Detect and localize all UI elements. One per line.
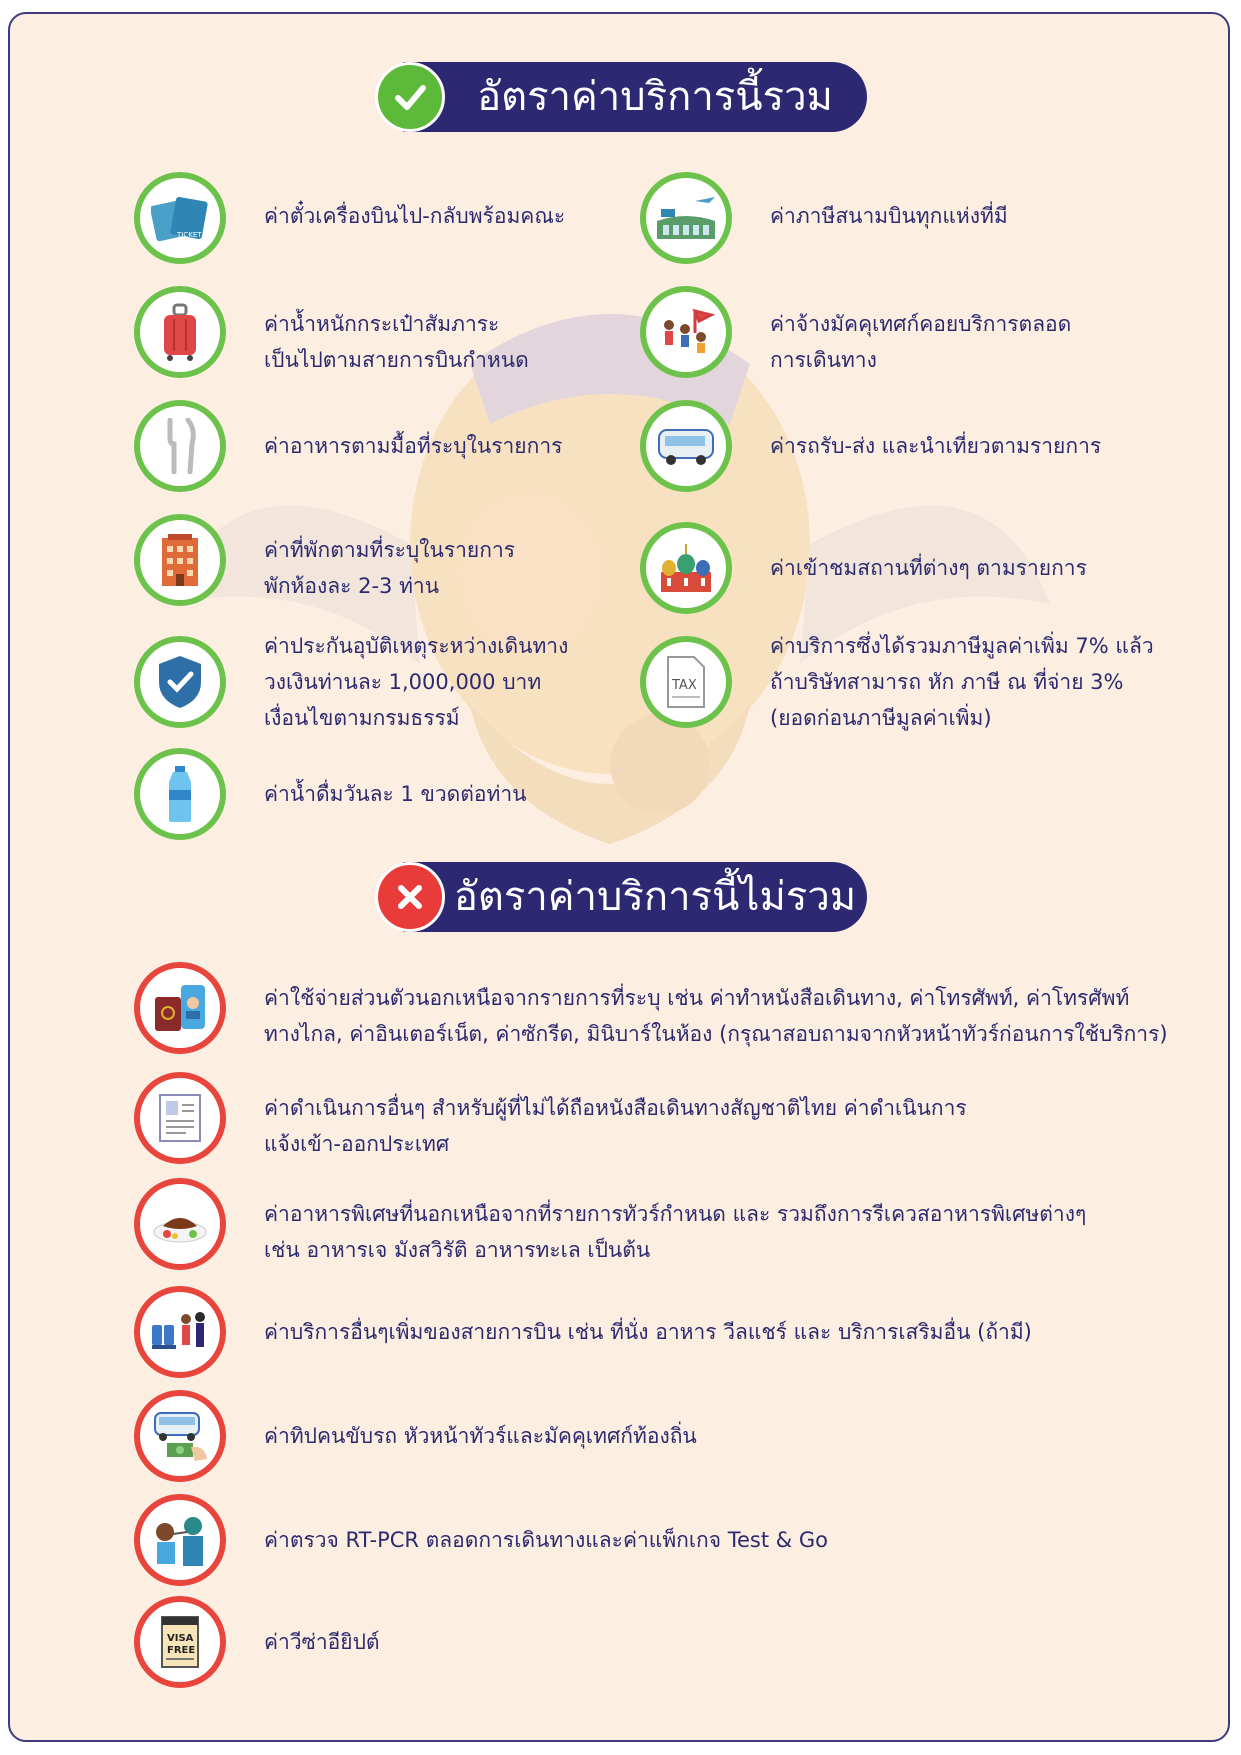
tax-icon (640, 636, 732, 728)
fork-knife-icon (134, 400, 226, 492)
pcr-test-icon (134, 1494, 226, 1586)
tip-icon (134, 1390, 226, 1482)
tour-guide-icon (640, 286, 732, 378)
water-bottle-icon (134, 748, 226, 840)
airport-icon (640, 172, 732, 264)
special-meal-icon (134, 1178, 226, 1270)
svg-text:TAX: TAX (672, 678, 697, 693)
svg-text:FREE: FREE (167, 1645, 196, 1656)
excluded-title: อัตราค่าบริการนี้ไม่รวม (403, 862, 867, 932)
luggage-icon (134, 286, 226, 378)
landmark-icon (640, 522, 732, 614)
airline-service-icon (134, 1286, 226, 1378)
document-icon (134, 1072, 226, 1164)
shield-icon (134, 636, 226, 728)
bus-icon (640, 400, 732, 492)
svg-text:TICKET: TICKET (177, 231, 202, 239)
excluded-header (375, 860, 869, 934)
included-text: ค่าตั๋วเครื่องบินไป-กลับพร้อมคณะ (264, 204, 566, 228)
svg-text:VISA: VISA (167, 1633, 194, 1644)
info-card: อัตราค่าบริการนี้รวม TICKET ค่าตั๋วเครื่องบินไป-กลับพร้อมคณะ ค่าภาษีสนามบินทุกแห่งที่มี ค่าน้ำหนักกระเป๋าสัมภาระ เป็นไปตามสายการบินกำหนด ค่าจ้างมัคคุเทศก์คอยบริการตลอด การเดินทาง ค่าอาหารตามมื้อที่ระบุในรายการ ค่ารถรับ-ส่ง และนำเที่ยวตามรายการ ค่าที่พักตามที่ระบุในรายการ พักห้องละ 2-3 ท่าน ค่าเข้าชมสถานที่ต่างๆ ตามรายการ ค่าประกันอุบัติเหตุระหว่างเดินทาง วงเงินท่านละ 1,000,000 บาท เงื่อนไขตามกรมธรรม์ TAX ค่าบริการซึ่งได้รวมภาษีมูลค่าเพิ่ม 7% แล้ว ถ้าบริษัทสามารถ หัก ภาษี ณ ที่จ่าย 3% (ยอดก่อนภาษีมูลค่าเพิ่ม) ค่าน้ำดื่มวันละ 1 ขวดต่อท่าน อัตราค่าบริการนี้ไม่รวม ค่าใช้จ่ายส่วนตัวนอกเหนือจากรายการที่ระบุ เช่น ค่าทำหนังสือเดินทาง, ค่าโทรศัพท์, ค่าโทรศัพท์ ทางไกล, ค่าอินเตอร์เน็ต, ค่าซักรีด, มินิบาร์ในห้อง (กรุณาสอบถามจากหัวหน้าทัวร์ก่อนการใช้บริการ) ค่าดำเนินการอื่นๆ สำหรับผู้ที่ไม่ได้ถือหนังสือเดินทางสัญชาติไทย ค่าดำเนินการ แจ้งเข้า-ออกประเทศ ค่าอาหารพิเศษที่นอกเหนือจากที่รายการทัวร์กำหนด และ รวมถึงการรีเควสอาหารพิเศษต่างๆ เช่น อาหารเจ มังสวิรัติ อาหารทะเล เป็นต้น ค่าบริการอื่นๆเพิ่มของสายการบิน เช่น ที่นั่ง อาหาร วีลแชร์ และ บริการเสริมอื่น (ถ้ามี) ค่าทิปคนขับรถ หัวหน้าทัวร์และมัคคุเทศก์ท้องถิ่น ค่าตรวจ RT-PCR ตลอดการเดินทางและค่าแพ็กเกจ Test & Go VISA FREE ค่าวีซ่าอียิปต์ (8, 12, 1230, 1742)
passport-phone-icon (134, 962, 226, 1054)
check-icon (375, 62, 445, 132)
included-header (375, 60, 869, 134)
visa-icon (134, 1596, 226, 1688)
ticket-icon (134, 172, 226, 264)
close-icon (375, 862, 445, 932)
hotel-icon (134, 514, 226, 606)
included-title: อัตราค่าบริการนี้รวม (403, 62, 867, 132)
